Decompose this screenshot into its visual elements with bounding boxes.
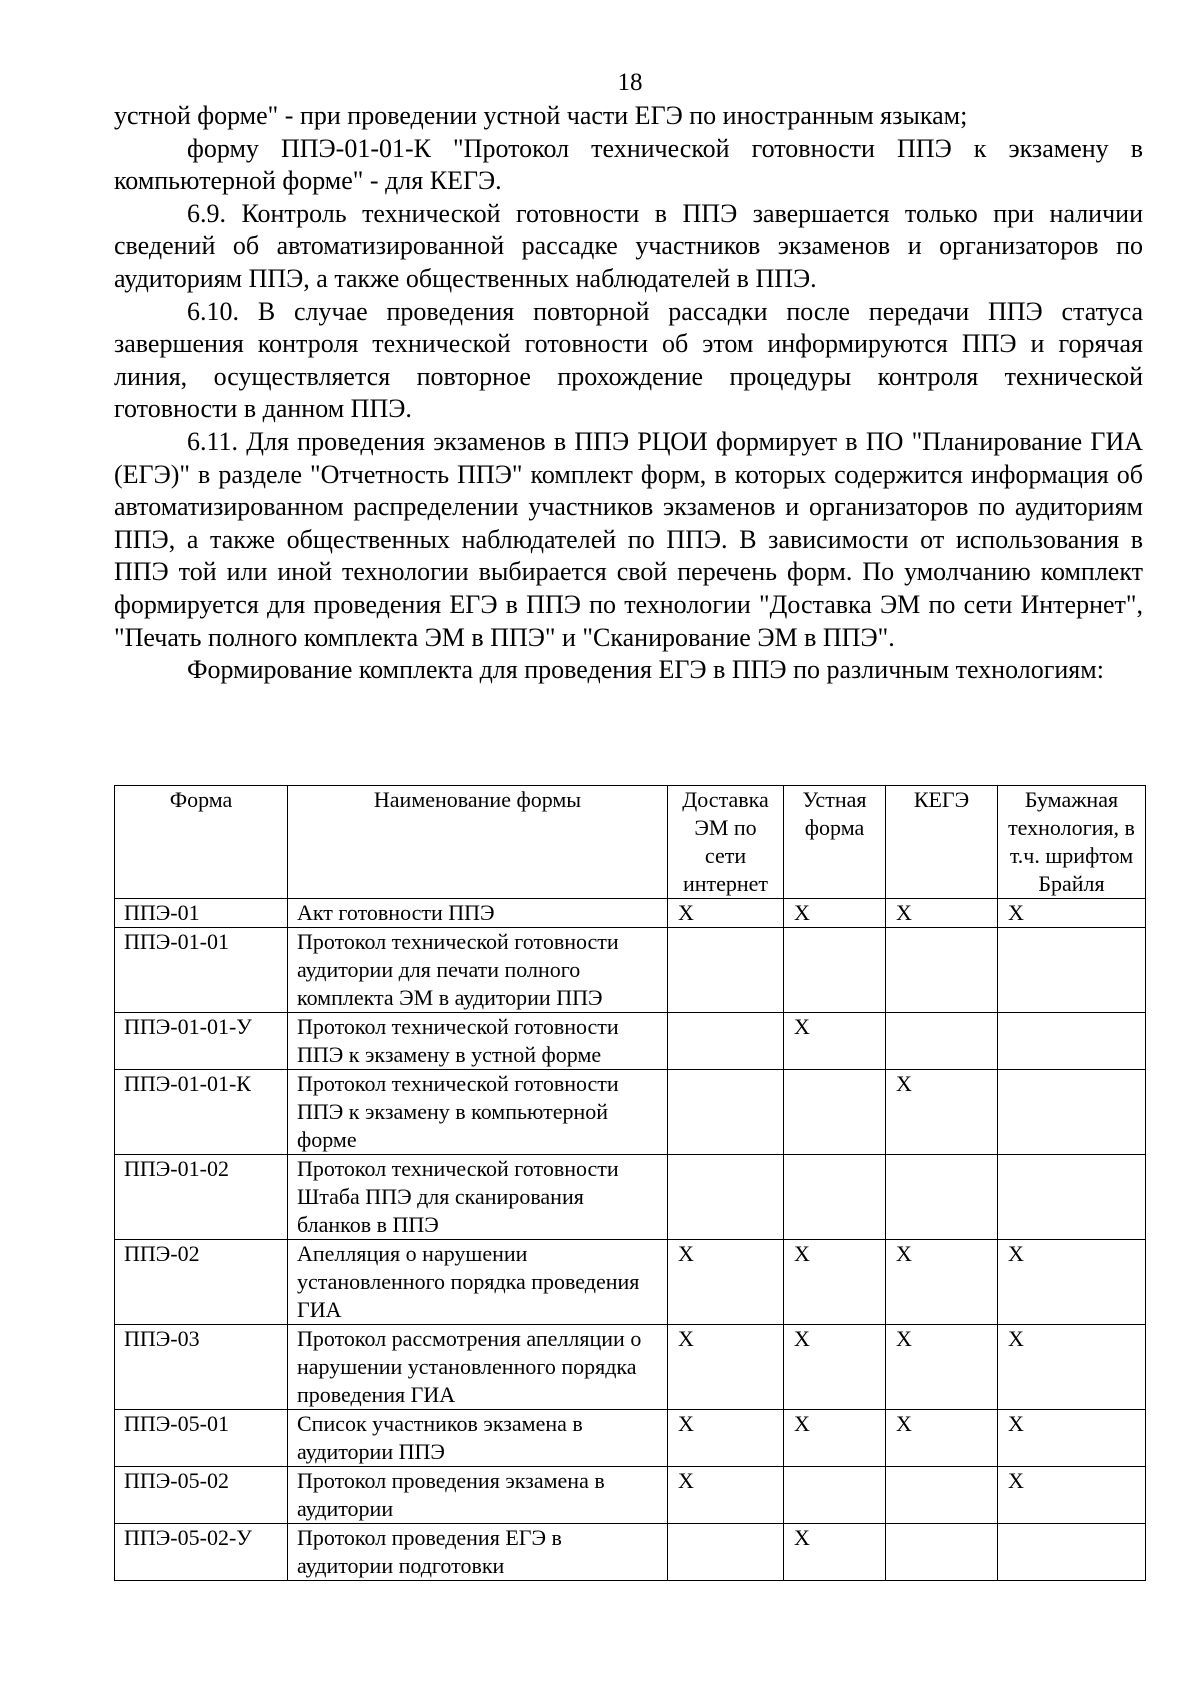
cell-paper <box>998 1013 1146 1070</box>
cell-name: Протокол рассмотрения апелляции о нарушении установленного порядка проведения ГИА <box>288 1325 668 1410</box>
cell-name: Протокол проведения ЕГЭ в аудитории подготовки <box>288 1524 668 1581</box>
cell-internet <box>668 1070 784 1155</box>
cell-form: ППЭ-01 <box>115 899 288 928</box>
table-row <box>115 1070 1146 1155</box>
table-row <box>115 1325 1146 1410</box>
cell-oral <box>784 1070 886 1155</box>
cell-name: Протокол технической готовности Штаба ППЭ для сканирования бланков в ППЭ <box>288 1155 668 1240</box>
cell-kege: X <box>886 899 998 928</box>
cell-paper: X <box>998 899 1146 928</box>
cell-form: ППЭ-05-02-У <box>115 1524 288 1581</box>
cell-name: Протокол технической готовности ППЭ к экзамену в компьютерной форме <box>288 1070 668 1155</box>
cell-oral: X <box>784 899 886 928</box>
cell-form: ППЭ-01-01 <box>115 928 288 1013</box>
cell-paper: X <box>998 1410 1146 1467</box>
table-row <box>115 899 1146 928</box>
cell-oral: X <box>784 1013 886 1070</box>
table-row <box>115 1410 1146 1467</box>
cell-form: ППЭ-01-01-К <box>115 1070 288 1155</box>
cell-kege: X <box>886 1325 998 1410</box>
cell-form: ППЭ-05-01 <box>115 1410 288 1467</box>
cell-kege: X <box>886 1070 998 1155</box>
paragraph: 6.9. Контроль технической готовности в ППЭ завершается только при наличии сведений об автоматизированной рассадке участников экзаменов и организаторов по аудиториям ППЭ, а также общественных наблюдателей в ППЭ. <box>114 198 1143 293</box>
cell-internet <box>668 1155 784 1240</box>
cell-paper: X <box>998 1240 1146 1325</box>
header-oral: Устная форма <box>784 786 886 899</box>
cell-oral <box>784 1467 886 1524</box>
paragraph: 6.11. Для проведения экзаменов в ППЭ РЦОИ формирует в ПО "Планирование ГИА (ЕГЭ)" в разделе "Отчетность ППЭ" комплект форм, в которых содержится информация об автоматизированном распределении участников экзаменов и организаторов по аудиториям ППЭ, а также общественных наблюдателей по ППЭ. В зависимости от использования в ППЭ той или иной технологии выбирается свой перечень форм. По умолчанию комплект формируется для проведения ЕГЭ в ППЭ по технологии "Доставка ЭМ по сети Интернет", "Печать полного комплекта ЭМ в ППЭ" и "Сканирование ЭМ в ППЭ". <box>114 426 1143 652</box>
cell-oral <box>784 1155 886 1240</box>
cell-name: Протокол проведения экзамена в аудитории <box>288 1467 668 1524</box>
paragraph: форму ППЭ-01-01-К "Протокол технической готовности ППЭ к экзамену в компьютерной форме" - для КЕГЭ. <box>114 133 1143 196</box>
cell-kege <box>886 928 998 1013</box>
paragraph: 6.10. В случае проведения повторной рассадки после передачи ППЭ статуса завершения контроля технической готовности об этом информируются ППЭ и горячая линия, осуществляется повторное прохождение процедуры контроля технической готовности в данном ППЭ. <box>114 296 1143 424</box>
cell-form: ППЭ-01-01-У <box>115 1013 288 1070</box>
cell-internet: X <box>668 1467 784 1524</box>
page-number: 18 <box>617 69 643 96</box>
table-header-row <box>115 786 1146 899</box>
cell-oral: X <box>784 1240 886 1325</box>
header-name: Наименование формы <box>288 786 668 899</box>
cell-internet: X <box>668 1325 784 1410</box>
cell-oral <box>784 928 886 1013</box>
table-row <box>115 1467 1146 1524</box>
cell-paper: X <box>998 1467 1146 1524</box>
header-paper: Бумажная технология, в т.ч. шрифтом Брайля <box>998 786 1146 899</box>
cell-internet <box>668 928 784 1013</box>
table-row <box>115 1155 1146 1240</box>
cell-form: ППЭ-05-02 <box>115 1467 288 1524</box>
cell-kege: X <box>886 1240 998 1325</box>
header-internet: Доставка ЭМ по сети интернет <box>668 786 784 899</box>
header-form: Форма <box>115 786 288 899</box>
cell-kege <box>886 1013 998 1070</box>
cell-kege <box>886 1524 998 1581</box>
cell-internet: X <box>668 899 784 928</box>
paragraph: Формирование комплекта для проведения ЕГЭ в ППЭ по различным технологиям: <box>187 655 1104 685</box>
body-text <box>114 100 1143 687</box>
table-row <box>115 1524 1146 1581</box>
paragraph: устной форме" - при проведении устной части ЕГЭ по иностранным языкам; <box>114 101 968 130</box>
cell-oral: X <box>784 1410 886 1467</box>
cell-internet: X <box>668 1240 784 1325</box>
cell-paper <box>998 928 1146 1013</box>
cell-oral: X <box>784 1524 886 1581</box>
cell-paper: X <box>998 1325 1146 1410</box>
table-row <box>115 1240 1146 1325</box>
cell-oral: X <box>784 1325 886 1410</box>
cell-kege <box>886 1467 998 1524</box>
cell-form: ППЭ-01-02 <box>115 1155 288 1240</box>
header-kege: КЕГЭ <box>886 786 998 899</box>
cell-form: ППЭ-02 <box>115 1240 288 1325</box>
table-row <box>115 1013 1146 1070</box>
cell-paper <box>998 1070 1146 1155</box>
cell-name: Акт готовности ППЭ <box>288 899 668 928</box>
forms-table <box>114 785 1146 1581</box>
cell-form: ППЭ-03 <box>115 1325 288 1410</box>
cell-paper <box>998 1524 1146 1581</box>
table-row <box>115 928 1146 1013</box>
cell-name: Протокол технической готовности аудитории для печати полного комплекта ЭМ в аудитории ППЭ <box>288 928 668 1013</box>
cell-paper <box>998 1155 1146 1240</box>
cell-name: Протокол технической готовности ППЭ к экзамену в устной форме <box>288 1013 668 1070</box>
cell-internet: X <box>668 1410 784 1467</box>
cell-internet <box>668 1013 784 1070</box>
cell-internet <box>668 1524 784 1581</box>
cell-kege <box>886 1155 998 1240</box>
cell-name: Апелляция о нарушении установленного порядка проведения ГИА <box>288 1240 668 1325</box>
cell-name: Список участников экзамена в аудитории ППЭ <box>288 1410 668 1467</box>
cell-kege: X <box>886 1410 998 1467</box>
